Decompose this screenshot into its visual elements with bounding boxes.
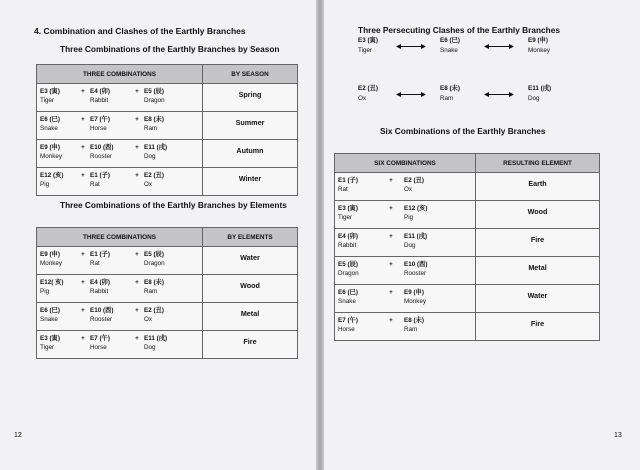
branch-animal: Ox (144, 181, 153, 188)
branch-animal: Dog (144, 153, 156, 160)
clash-branch (528, 84, 551, 104)
branch-code: E9 (申) (528, 37, 548, 44)
table-row (335, 173, 600, 201)
branch-animal: Ox (358, 95, 367, 102)
branch-animal: Tiger (40, 97, 55, 104)
branch-animal: Rat (90, 181, 100, 188)
branch-cell (90, 250, 130, 268)
branch-code: E3 (寅) (40, 88, 60, 95)
double-arrow-icon (484, 43, 514, 50)
branch-cell (338, 316, 378, 334)
branch-cell (144, 306, 182, 324)
branch-cell (40, 334, 76, 352)
branch-animal: Rat (90, 260, 100, 267)
result-cell: Water (203, 247, 298, 275)
season-table-body (37, 84, 298, 196)
elements-table-body (37, 247, 298, 359)
six-header-result: RESULTING ELEMENT (476, 154, 600, 173)
branch-cell (338, 288, 378, 306)
result-cell: Wood (203, 275, 298, 303)
branch-cell (144, 171, 182, 189)
elements-table (36, 227, 298, 359)
result-cell: Summer (203, 112, 298, 140)
branch-code: E9 (申) (40, 144, 60, 151)
branch-cell (90, 171, 130, 189)
table-row (37, 112, 298, 140)
branch-cell (90, 115, 130, 133)
season-table (36, 64, 298, 196)
branch-code: E1 (子) (90, 251, 110, 258)
branch-cell (90, 334, 130, 352)
branch-animal: Horse (90, 125, 107, 132)
branch-cell (144, 250, 182, 268)
branch-code: E11 (戌) (404, 233, 428, 240)
branch-animal: Tiger (338, 214, 353, 221)
clash-branch (358, 84, 378, 104)
season-table-title: Three Combinations of the Earthly Branches by Season (60, 44, 280, 54)
branch-animal: Rooster (90, 316, 113, 323)
result-cell: Wood (476, 201, 600, 229)
branch-cell (404, 176, 454, 194)
page-number: 13 (614, 432, 622, 439)
branch-animal: Ram (144, 288, 158, 295)
plus-sign: + (135, 251, 139, 258)
branch-code: E4 (卯) (338, 233, 358, 240)
branch-code: E12( 亥) (40, 279, 64, 286)
branch-code: E11 (戌) (144, 144, 168, 151)
branch-code: E6 (巳) (40, 307, 60, 314)
result-cell: Autumn (203, 140, 298, 168)
table-row (37, 84, 298, 112)
six-table-body (335, 173, 600, 341)
double-arrow-icon (484, 91, 514, 98)
branch-cell (404, 204, 454, 222)
elements-header-result: BY ELEMENTS (203, 228, 298, 247)
result-cell: Earth (476, 173, 600, 201)
branch-animal: Snake (40, 316, 58, 323)
branch-cell (404, 260, 454, 278)
branch-cell (40, 171, 76, 189)
branch-animal: Monkey (40, 153, 63, 160)
plus-sign: + (389, 317, 393, 324)
branch-cell (90, 278, 130, 296)
branch-code: E5 (辰) (144, 88, 164, 95)
combination-cell (37, 247, 203, 275)
branch-code: E10 (酉) (90, 307, 114, 314)
branch-code: E2 (丑) (358, 85, 378, 92)
combination-cell (335, 173, 476, 201)
branch-animal: Ox (404, 186, 413, 193)
combination-cell (37, 140, 203, 168)
combination-cell (37, 112, 203, 140)
plus-sign: + (389, 233, 393, 240)
branch-code: E11 (戌) (144, 335, 168, 342)
plus-sign: + (389, 289, 393, 296)
branch-code: E9 (申) (40, 251, 60, 258)
table-row (335, 201, 600, 229)
plus-sign: + (81, 88, 85, 95)
branch-animal: Horse (90, 344, 107, 351)
branch-animal: Monkey (404, 298, 427, 305)
branch-animal: Snake (40, 125, 58, 132)
branch-animal: Dog (528, 95, 540, 102)
plus-sign: + (135, 116, 139, 123)
table-row (37, 331, 298, 359)
branch-code: E3 (寅) (358, 37, 378, 44)
result-cell: Spring (203, 84, 298, 112)
branch-animal: Rooster (90, 153, 113, 160)
table-row (37, 247, 298, 275)
table-row (335, 257, 600, 285)
branch-cell (144, 87, 182, 105)
branch-code: E12 (亥) (404, 205, 428, 212)
clash-branch (440, 84, 460, 104)
branch-animal: Snake (440, 47, 458, 54)
plus-sign: + (135, 335, 139, 342)
branch-code: E5 (辰) (144, 251, 164, 258)
elements-table-title: Three Combinations of the Earthly Branches by Elements (60, 200, 287, 210)
table-row (335, 285, 600, 313)
combination-cell (37, 84, 203, 112)
combination-cell (335, 201, 476, 229)
branch-code: E8 (未) (144, 279, 164, 286)
branch-code: E6 (巳) (338, 289, 358, 296)
branch-code: E7 (午) (90, 116, 110, 123)
table-row (37, 303, 298, 331)
combination-cell (37, 168, 203, 196)
left-page (0, 0, 316, 470)
branch-cell (404, 232, 454, 250)
branch-animal: Dragon (338, 270, 359, 277)
branch-code: E7 (午) (338, 317, 358, 324)
table-row (335, 313, 600, 341)
clash-branch (440, 36, 460, 56)
branch-animal: Tiger (40, 344, 55, 351)
branch-cell (338, 204, 378, 222)
branch-code: E4 (卯) (90, 88, 110, 95)
plus-sign: + (135, 88, 139, 95)
six-combinations-title: Six Combinations of the Earthly Branches (380, 126, 546, 136)
branch-code: E3 (寅) (40, 335, 60, 342)
branch-animal: Pig (404, 214, 414, 221)
table-row (37, 140, 298, 168)
result-cell: Fire (476, 229, 600, 257)
branch-cell (338, 176, 378, 194)
branch-code: E10 (酉) (90, 144, 114, 151)
branch-cell (144, 115, 182, 133)
plus-sign: + (81, 279, 85, 286)
branch-animal: Ram (440, 95, 454, 102)
branch-code: E2 (丑) (404, 177, 424, 184)
plus-sign: + (81, 144, 85, 151)
branch-code: E11 (戌) (528, 85, 552, 92)
branch-cell (338, 260, 378, 278)
branch-code: E2 (丑) (144, 307, 164, 314)
elements-header-combinations: THREE COMBINATIONS (37, 228, 203, 247)
book-gutter (316, 0, 324, 470)
branch-animal: Dog (144, 344, 156, 351)
plus-sign: + (135, 172, 139, 179)
result-cell: Fire (476, 313, 600, 341)
branch-code: E10 (酉) (404, 261, 428, 268)
branch-code: E7 (午) (90, 335, 110, 342)
branch-code: E5 (辰) (338, 261, 358, 268)
double-arrow-icon (396, 91, 426, 98)
branch-code: E1 (子) (338, 177, 358, 184)
combination-cell (37, 303, 203, 331)
plus-sign: + (389, 205, 393, 212)
branch-cell (144, 278, 182, 296)
branch-animal: Monkey (40, 260, 63, 267)
plus-sign: + (81, 172, 85, 179)
clash-branch (358, 36, 378, 56)
branch-code: E3 (寅) (338, 205, 358, 212)
table-row (37, 168, 298, 196)
combination-cell (335, 285, 476, 313)
season-header-result: BY SEASON (203, 65, 298, 84)
branch-code: E2 (丑) (144, 172, 164, 179)
branch-animal: Rabbit (90, 97, 109, 104)
combination-cell (335, 313, 476, 341)
branch-cell (90, 87, 130, 105)
plus-sign: + (135, 307, 139, 314)
result-cell: Winter (203, 168, 298, 196)
double-arrow-icon (396, 43, 426, 50)
branch-cell (338, 232, 378, 250)
branch-code: E6 (巳) (440, 37, 460, 44)
branch-code: E8 (未) (440, 85, 460, 92)
persecuting-title: Three Persecuting Clashes of the Earthly Branches (358, 25, 560, 35)
plus-sign: + (81, 335, 85, 342)
plus-sign: + (389, 177, 393, 184)
result-cell: Fire (203, 331, 298, 359)
season-header-combinations: THREE COMBINATIONS (37, 65, 203, 84)
branch-animal: Horse (338, 326, 355, 333)
branch-animal: Ox (144, 316, 153, 323)
branch-code: E9 (申) (404, 289, 424, 296)
branch-animal: Pig (40, 288, 50, 295)
branch-animal: Ram (144, 125, 158, 132)
branch-animal: Monkey (528, 47, 551, 54)
page-number: 12 (14, 432, 22, 439)
branch-animal: Rabbit (90, 288, 109, 295)
plus-sign: + (389, 261, 393, 268)
plus-sign: + (135, 279, 139, 286)
branch-cell (404, 316, 454, 334)
plus-sign: + (81, 307, 85, 314)
clash-branch (528, 36, 550, 56)
branch-animal: Tiger (358, 47, 373, 54)
table-row (335, 229, 600, 257)
branch-code: E12 (亥) (40, 172, 64, 179)
branch-code: E6 (巳) (40, 116, 60, 123)
branch-cell (90, 306, 130, 324)
branch-animal: Rat (338, 186, 348, 193)
branch-cell (40, 278, 76, 296)
branch-animal: Dragon (144, 260, 165, 267)
branch-animal: Rooster (404, 270, 427, 277)
branch-cell (144, 334, 182, 352)
branch-animal: Pig (40, 181, 50, 188)
branch-animal: Snake (338, 298, 356, 305)
branch-cell (40, 143, 76, 161)
right-page (324, 0, 640, 470)
branch-code: E8 (未) (404, 317, 424, 324)
branch-animal: Dragon (144, 97, 165, 104)
combination-cell (335, 229, 476, 257)
table-row (37, 275, 298, 303)
branch-cell (90, 143, 130, 161)
branch-cell (40, 87, 76, 105)
combination-cell (37, 331, 203, 359)
result-cell: Water (476, 285, 600, 313)
branch-cell (40, 250, 76, 268)
combination-cell (335, 257, 476, 285)
branch-code: E4 (卯) (90, 279, 110, 286)
branch-code: E8 (未) (144, 116, 164, 123)
plus-sign: + (81, 116, 85, 123)
branch-cell (144, 143, 182, 161)
branch-animal: Ram (404, 326, 418, 333)
branch-cell (40, 306, 76, 324)
result-cell: Metal (476, 257, 600, 285)
branch-animal: Rabbit (338, 242, 357, 249)
result-cell: Metal (203, 303, 298, 331)
six-combinations-table (334, 153, 600, 341)
branch-cell (404, 288, 454, 306)
branch-cell (40, 115, 76, 133)
branch-code: E1 (子) (90, 172, 110, 179)
plus-sign: + (81, 251, 85, 258)
branch-animal: Dog (404, 242, 416, 249)
six-header-combinations: SIX COMBINATIONS (335, 154, 476, 173)
combination-cell (37, 275, 203, 303)
section-heading: 4. Combination and Clashes of the Earthly Branches (34, 26, 246, 36)
plus-sign: + (135, 144, 139, 151)
